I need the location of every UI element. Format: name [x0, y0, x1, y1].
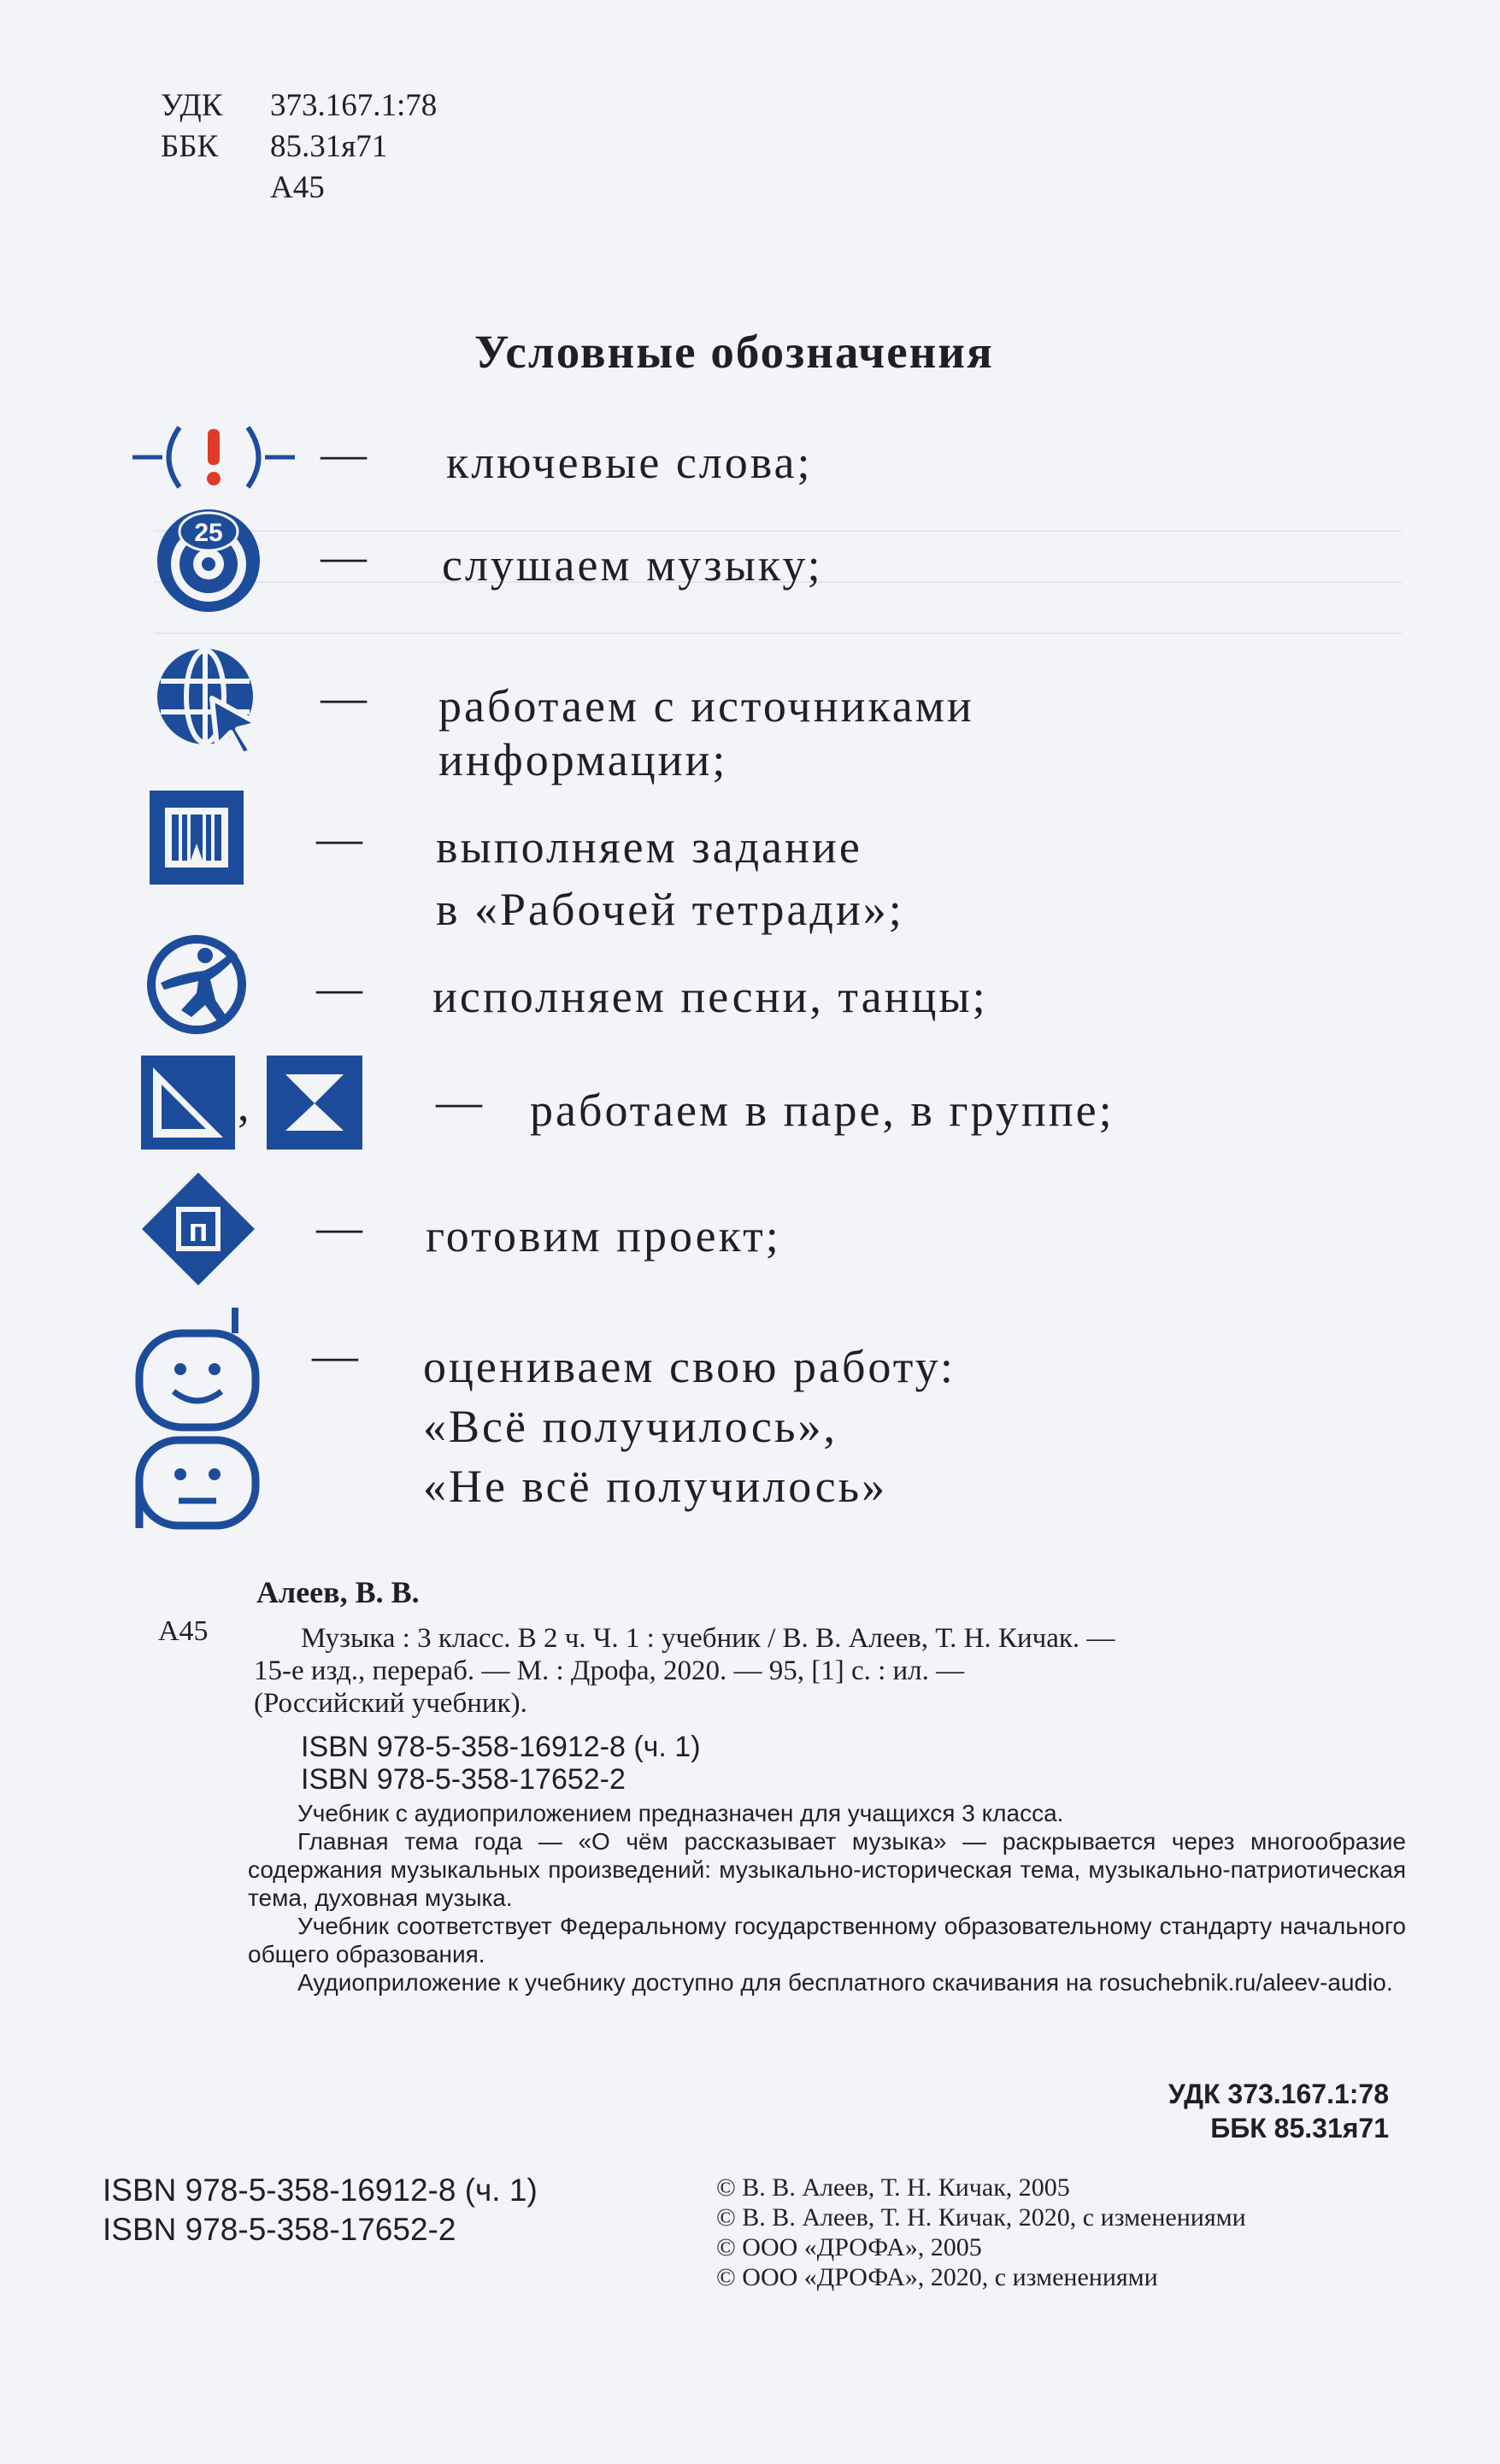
footer-bbk: ББК 85.31я71	[1210, 2113, 1389, 2144]
track-number: 25	[194, 519, 223, 547]
legend-dash: —	[316, 813, 362, 864]
annotation-p3: Учебник соответствует Федеральному государственному образовательному стандарту начального общего образования.	[248, 1913, 1406, 1967]
copyright-line: © ООО «ДРОФА», 2020, с изменениями	[716, 2263, 1158, 2291]
legend-text-assess-1: оцениваем свою работу:	[423, 1341, 956, 1392]
legend-text-assess-2: «Всё получилось»,	[423, 1401, 838, 1452]
author-mark-left: А45	[158, 1615, 209, 1647]
legend-text-pair-group: работаем в паре, в группе;	[530, 1085, 1115, 1136]
udk-value: 373.167.1:78	[270, 88, 438, 123]
legend-text-sources-1: работаем с источниками	[438, 680, 974, 732]
footer-isbn-2: ISBN 978-5-358-17652-2	[103, 2212, 456, 2247]
annotation	[248, 1799, 1406, 1996]
icon-separator: ,	[238, 1079, 250, 1131]
globe-cursor-icon	[154, 645, 265, 756]
legend-dash: —	[436, 1076, 482, 1127]
legend-text-songs: исполняем песни, танцы;	[432, 971, 988, 1022]
footer-isbn	[103, 2171, 538, 2249]
listen-music-icon	[152, 504, 265, 617]
isbn-set: ISBN 978-5-358-17652-2	[301, 1763, 626, 1796]
index-codes	[161, 85, 437, 209]
legend-text-assess-3: «Не всё получилось»	[423, 1461, 888, 1512]
group-work-icon	[267, 1056, 362, 1150]
bbk-label: ББК	[161, 129, 219, 164]
legend-dash: —	[321, 428, 367, 479]
smiley-faces-icon	[132, 1299, 269, 1530]
bbk-value: 85.31я71	[270, 129, 388, 164]
legend-text-workbook-1: выполняем задание	[436, 821, 862, 873]
copyright-block	[716, 2173, 1246, 2292]
author-heading: Алеев, В. В.	[256, 1575, 420, 1609]
legend-text-project: готовим проект;	[426, 1210, 781, 1261]
project-icon	[138, 1169, 258, 1289]
legend-dash: —	[316, 1202, 362, 1253]
bib-line-1: Музыка : 3 класс. В 2 ч. Ч. 1 : учебник / В. В. Алеев, Т. Н. Кичак. —	[301, 1623, 1115, 1654]
copyright-line: © В. В. Алеев, Т. Н. Кичак, 2020, с изменениями	[716, 2203, 1246, 2232]
key-words-icon	[128, 419, 299, 496]
legend-dash: —	[321, 672, 367, 723]
copyright-line: © В. В. Алеев, Т. Н. Кичак, 2005	[716, 2173, 1070, 2202]
bib-line-3: (Российский учебник).	[254, 1688, 527, 1719]
pair-work-icon	[141, 1056, 235, 1150]
legend-text-workbook-2: в «Рабочей тетради»;	[436, 884, 904, 935]
udk-label: УДК	[161, 88, 223, 123]
annotation-p2: Главная тема года — «О чём рассказывает музыка» — раскрывается через многообразие содержания музыкальных произведений: музыкально-историческая тема, музыкально-патриотическая тема, духовная музыка.	[248, 1828, 1406, 1911]
legend-dash: —	[316, 962, 362, 1014]
project-letter: п	[188, 1213, 209, 1249]
annotation-p4: Аудиоприложение к учебнику доступно для бесплатного скачивания на rosuchebnik.ru/aleev-audio.	[297, 1969, 1393, 1996]
legend-text-key-words: ключевые слова;	[446, 437, 813, 488]
workbook-icon	[150, 791, 244, 885]
footer-udk: УДК 373.167.1:78	[1168, 2079, 1389, 2109]
legend-text-listen: слушаем музыку;	[442, 539, 823, 591]
isbn-part-1: ISBN 978-5-358-16912-8 (ч. 1)	[301, 1731, 701, 1763]
footer-isbn-1: ISBN 978-5-358-16912-8 (ч. 1)	[103, 2173, 538, 2208]
annotation-p1: Учебник с аудиоприложением предназначен для учащихся 3 класса.	[297, 1800, 1064, 1826]
legend-text-sources-2: информации;	[438, 734, 728, 785]
legend-dash: —	[312, 1330, 358, 1381]
copyright-line: © ООО «ДРОФА», 2005	[716, 2233, 982, 2261]
bib-line-2: 15-е изд., перераб. — М. : Дрофа, 2020. — 95, [1] с. : ил. —	[254, 1655, 965, 1686]
legend-dash: —	[321, 531, 367, 582]
bleed-line	[154, 632, 1402, 634]
author-mark: А45	[270, 170, 325, 205]
footer-codes	[1150, 2077, 1389, 2145]
legend-title: Условные обозначения	[474, 326, 994, 378]
dancer-icon	[144, 932, 250, 1038]
bibliographic-description	[254, 1622, 1403, 1720]
